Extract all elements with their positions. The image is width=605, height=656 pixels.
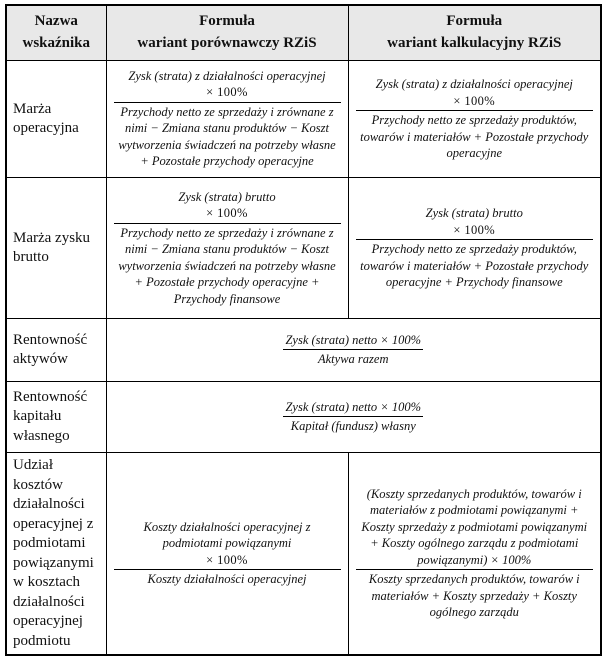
table-row-marza-operacyjna	[6, 61, 601, 178]
numerator-text: Zysk (strata) brutto	[178, 189, 276, 204]
numerator-text: (Koszty sprzedanych produktów, towarów i materiałów z podmiotami powiązanymi + Koszty sprzedaży z podmiotami powiązanymi + Koszty ogólnego zarządu z podmiotami powiązanymi) × 100%	[361, 486, 588, 567]
fraction-denominator: Koszty działalności operacyjnej	[147, 572, 307, 587]
row-label: Rentowność kapitału własnego	[6, 382, 106, 453]
header-line: wskaźnika	[22, 35, 91, 51]
header-indicator-name	[6, 5, 106, 61]
header-line: wariant kalkulacyjny RZiS	[387, 35, 562, 51]
numerator-times: × 100%	[453, 93, 496, 108]
fraction-numerator	[356, 76, 594, 111]
header-line: wariant porównawczy RZiS	[137, 35, 317, 51]
fraction-numerator	[114, 519, 341, 571]
formula-fraction	[114, 68, 341, 170]
numerator-times: × 100%	[206, 206, 248, 220]
table-row-rentownosc-kapitalu	[6, 382, 601, 453]
fraction-denominator: Przychody netto ze sprzedaży i zrównane z nimi − Zmiana stanu produktów − Koszt wytworzenia świadczeń na potrzeby własne + Pozostałe przychody operacyjne + Przychody finansowe	[118, 225, 336, 306]
numerator-text: Zysk (strata) brutto	[425, 206, 523, 220]
numerator-text: Zysk (strata) netto × 100%	[285, 399, 421, 414]
numerator-text: Koszty działalności operacyjnej z podmiotami powiązanymi	[143, 519, 311, 551]
numerator-times: × 100%	[206, 85, 248, 100]
fraction-denominator: Kapitał (fundusz) własny	[290, 419, 416, 434]
fraction-numerator	[114, 189, 341, 224]
header-calculative-variant	[348, 5, 601, 61]
fraction-numerator	[283, 399, 423, 418]
formula-cell-merged	[106, 319, 601, 382]
formula-fraction	[114, 189, 341, 308]
header-line: Formuła	[446, 13, 503, 30]
header-line: Formuła	[199, 13, 255, 30]
fraction-numerator	[114, 68, 341, 103]
fraction-numerator	[283, 332, 423, 351]
header-comparative-variant	[106, 5, 348, 61]
fraction-denominator: Przychody netto ze sprzedaży produktów, towarów i materiałów + Pozostałe przychody operacyjne + Przychody finansowe	[360, 242, 589, 289]
formula-cell-comparative	[106, 453, 348, 656]
formula-cell-calculative	[348, 178, 601, 319]
formula-cell-calculative	[348, 453, 601, 656]
numerator-text: Zysk (strata) z działalności operacyjnej	[128, 68, 326, 83]
fraction-denominator: Aktywa razem	[318, 352, 389, 367]
formula-cell-comparative	[106, 178, 348, 319]
formula-fraction	[356, 76, 594, 162]
formula-fraction	[283, 332, 423, 368]
fraction-numerator	[356, 486, 594, 571]
fraction-denominator: Przychody netto ze sprzedaży produktów, towarów i materiałów + Pozostałe przychody operacyjne	[360, 113, 589, 160]
row-label: Marża zysku brutto	[6, 178, 106, 319]
header-row	[6, 5, 601, 61]
numerator-text: Zysk (strata) netto × 100%	[285, 332, 421, 347]
ratio-formula-table	[5, 4, 602, 656]
table-row-marza-zysku-brutto	[6, 178, 601, 319]
table-row-rentownosc-aktywow	[6, 319, 601, 382]
table-row-udzial-kosztow	[6, 453, 601, 656]
formula-cell-comparative	[106, 61, 348, 178]
numerator-times: × 100%	[453, 222, 496, 237]
row-label: Udział kosztów działalności operacyjnej z podmiotami powiązanymi w kosztach działalności operacyjnej podmiotu	[6, 453, 106, 656]
formula-fraction	[283, 399, 423, 435]
fraction-denominator: Koszty sprzedanych produktów, towarów i materiałów + Koszty sprzedaży + Koszty ogólnego zarządu	[368, 572, 580, 620]
fraction-denominator: Przychody netto ze sprzedaży i zrównane z nimi − Zmiana stanu produktów − Koszt wytworzenia świadczeń na potrzeby własne + Pozostałe przychody operacyjne	[118, 104, 336, 169]
row-label: Marża operacyjna	[6, 61, 106, 178]
formula-cell-calculative	[348, 61, 601, 178]
header-line: Nazwa	[34, 13, 78, 30]
numerator-text: Zysk (strata) z działalności operacyjnej	[375, 77, 573, 91]
numerator-times: × 100%	[206, 552, 248, 567]
fraction-numerator	[356, 205, 594, 240]
formula-fraction	[356, 486, 594, 621]
formula-fraction	[114, 519, 341, 588]
formula-fraction	[356, 205, 594, 291]
formula-cell-merged	[106, 382, 601, 453]
row-label: Rentowność aktywów	[6, 319, 106, 382]
